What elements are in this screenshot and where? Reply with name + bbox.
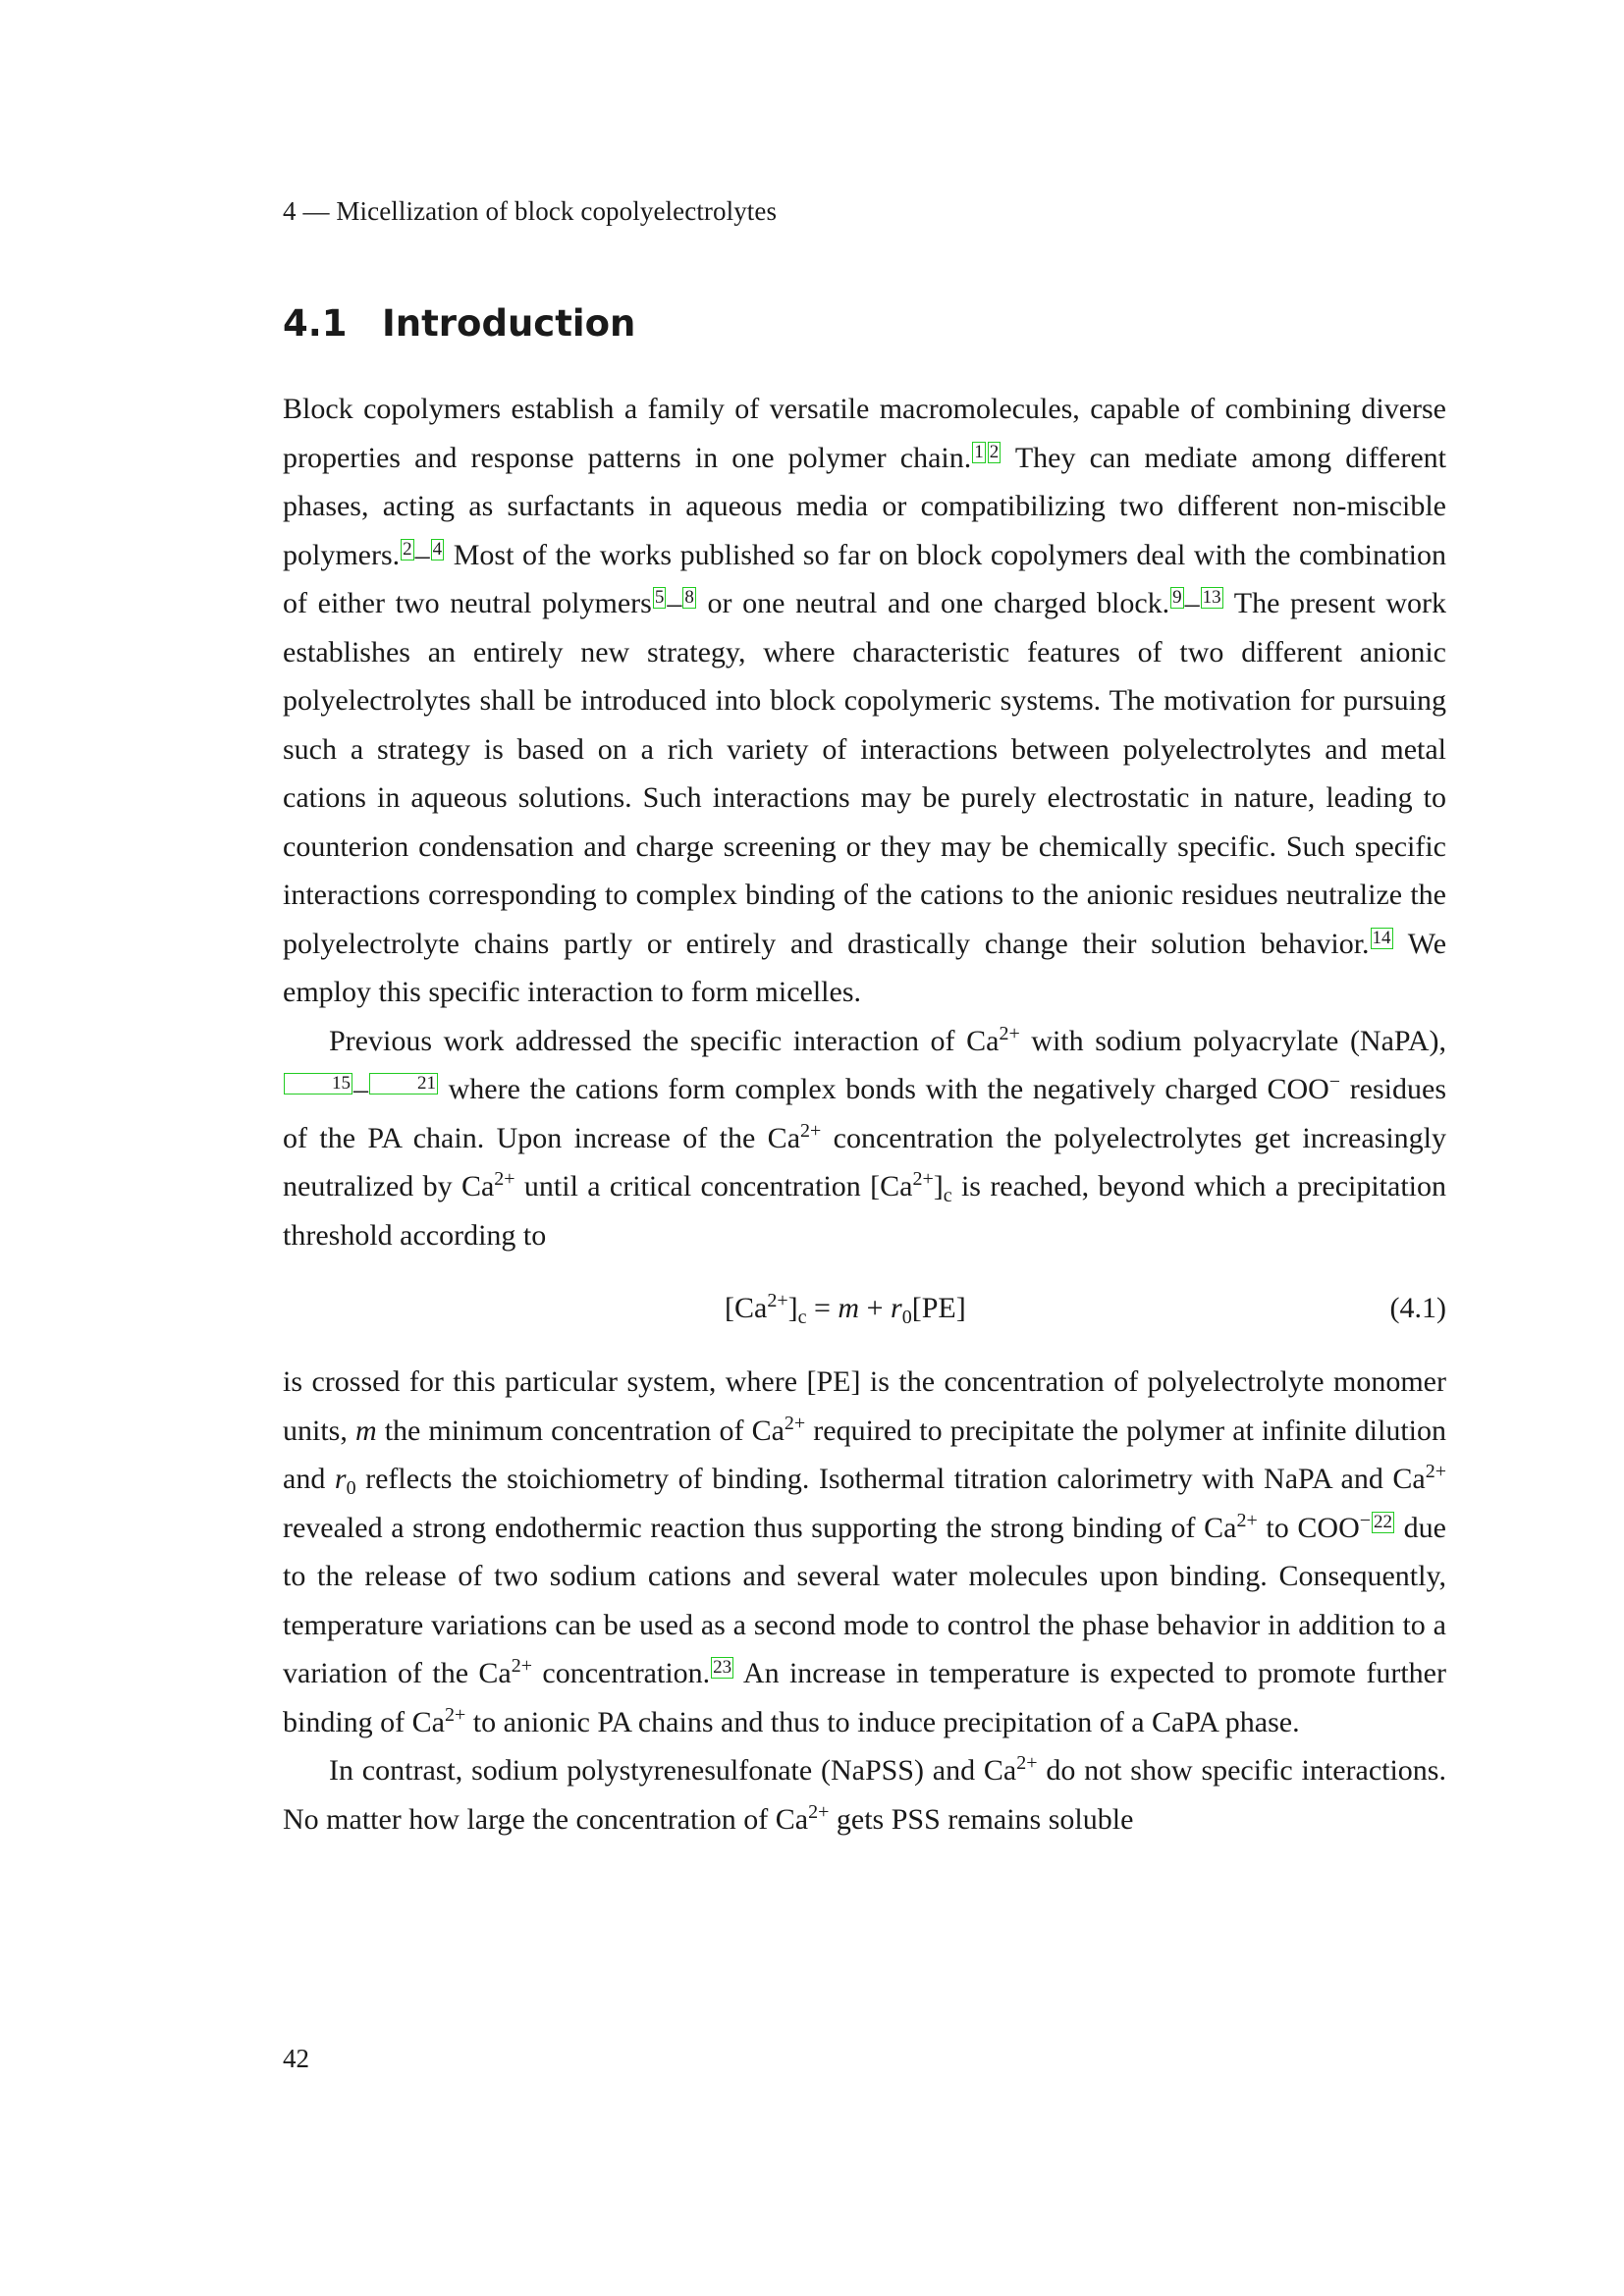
- superscript: 2+: [445, 1703, 466, 1726]
- superscript: 2+: [912, 1168, 934, 1190]
- section-title: Introduction: [382, 302, 636, 345]
- citation-group: [971, 442, 1001, 474]
- text-run: with sodium polyacrylate (NaPA),: [1019, 1024, 1447, 1057]
- text-run: is crossed for this particular system, where [PE] is the concentration of polyelectrolyte monomer units,: [283, 1365, 1446, 1447]
- text-run: the minimum concentration of Ca: [376, 1414, 785, 1447]
- text-run: In contrast, sodium polystyrenesulfonate (NaPSS) and Ca: [329, 1754, 1017, 1787]
- paragraph-1: [283, 385, 1446, 1017]
- citation-link[interactable]: 23: [713, 1657, 732, 1678]
- citation-link[interactable]: 1: [974, 441, 984, 462]
- superscript: 2+: [767, 1290, 788, 1311]
- eq-term: ]: [787, 1292, 798, 1324]
- citation-link[interactable]: 22: [1374, 1511, 1393, 1532]
- citation-link[interactable]: 21: [369, 1073, 438, 1095]
- text-run: concentration.: [532, 1657, 711, 1689]
- subscript: 0: [346, 1477, 356, 1499]
- text-run: They can mediate among different phases, acting as surfactants in aqueous media or compatibilizing two different non-miscible polymers.: [283, 441, 1446, 571]
- citation-link[interactable]: 8: [684, 587, 694, 608]
- math-variable: m: [354, 1414, 377, 1447]
- page-number: 42: [283, 2044, 309, 2073]
- text-run: residues of the PA chain. Upon increase of the Ca: [283, 1073, 1446, 1154]
- text-run: due to the release of two sodium cations and several water molecules upon binding. Consequently, temperature variations can be used as a second mode to control the phase behavior in addition to a variation of the Ca: [283, 1511, 1446, 1689]
- eq-term: [Ca: [725, 1292, 768, 1324]
- citation-link[interactable]: 2: [989, 441, 1000, 462]
- citation-group: 2 – 4: [403, 538, 443, 571]
- superscript: 2+: [808, 1800, 830, 1823]
- text-run: gets PSS remains soluble: [829, 1802, 1134, 1836]
- text-run: Most of the works published so far on block copolymers deal with the combination of either two neutral polymers: [283, 538, 1446, 619]
- text-run: to COO: [1257, 1511, 1360, 1544]
- subscript: 0: [901, 1307, 912, 1328]
- eq-term: [PE]: [911, 1292, 966, 1324]
- superscript: 2+: [1425, 1461, 1446, 1482]
- citation-group: 5 – 8: [654, 587, 694, 619]
- superscript: −: [1359, 1509, 1372, 1531]
- citation-group: 9 – 13: [1172, 587, 1221, 619]
- text-run: where the cations form complex bonds with the negatively charged COO: [439, 1073, 1329, 1105]
- citation-link[interactable]: 14: [1372, 927, 1391, 948]
- running-head: 4 — Micellization of block copolyelectrolytes: [283, 196, 778, 226]
- subscript: c: [943, 1185, 952, 1206]
- superscript: 2+: [511, 1655, 533, 1677]
- citation-link[interactable]: 15: [284, 1073, 352, 1095]
- eq-operator: =: [806, 1292, 839, 1324]
- section-number: 4.1: [283, 302, 348, 345]
- eq-variable: m: [838, 1292, 860, 1324]
- text-run: An increase in temperature is expected to promote further binding of Ca: [283, 1657, 1446, 1738]
- paragraph-4: [283, 1746, 1446, 1843]
- text-run: until a critical concentration [Ca: [514, 1170, 913, 1202]
- superscript: 2+: [999, 1022, 1020, 1044]
- text-run: The present work establishes an entirely new strategy, where characteristic features of two different anionic polyelectrolytes shall be introduced into block copolymeric systems. The motivation for pursuing such a strategy is based on a rich variety of interactions between polyelectrolytes and metal cations in aqueous solutions. Such interactions may be purely electrostatic in nature, leading to counterion condensation and charge screening or they may be chemically specific. Such specific interactions corresponding to complex binding of the cations to the anionic residues neutralize the polyelectrolyte chains partly or entirely and drastically change their solution behavior.: [283, 587, 1446, 960]
- superscript: −: [1328, 1071, 1341, 1093]
- subscript: c: [797, 1307, 807, 1328]
- citation-link[interactable]: 13: [1202, 587, 1221, 608]
- paragraph-3: [283, 1358, 1446, 1746]
- equation-4-1: [283, 1259, 1446, 1358]
- text-run: to anionic PA chains and thus to induce precipitation of a CaPA phase.: [465, 1705, 1300, 1738]
- citation-group: 15 – 21: [283, 1073, 439, 1105]
- citation-link[interactable]: 5: [654, 587, 665, 608]
- superscript: 2+: [1236, 1509, 1258, 1531]
- text-run: required to precipitate the polymer at infinite dilution and: [283, 1414, 1446, 1495]
- citation-link[interactable]: 2: [403, 538, 412, 560]
- eq-variable: r: [891, 1292, 902, 1324]
- equation-number: (4.1): [1389, 1292, 1446, 1324]
- superscript: 2+: [1016, 1752, 1038, 1774]
- text-run: or one neutral and one charged block.: [696, 587, 1170, 619]
- eq-operator: +: [859, 1292, 892, 1324]
- superscript: 2+: [800, 1119, 822, 1142]
- equation-body: [725, 1284, 966, 1333]
- text-run: reflects the stoichiometry of binding. Isothermal titration calorimetry with NaPA and Ca: [355, 1463, 1426, 1495]
- math-variable: r: [334, 1463, 347, 1495]
- superscript: 2+: [494, 1168, 515, 1190]
- body-text: [283, 385, 1446, 1843]
- text-run: Block copolymers establish a family of versatile macromolecules, capable of combining diverse properties and response patterns in one polymer chain.: [283, 393, 1446, 474]
- text-run: Previous work addressed the specific interaction of Ca: [329, 1024, 1000, 1057]
- text-run: We employ this specific interaction to form micelles.: [283, 927, 1447, 1008]
- text-run: do not show specific interactions. No matter how large the concentration of Ca: [283, 1754, 1446, 1836]
- citation-link[interactable]: 4: [432, 538, 443, 560]
- text-run: is reached, beyond which a precipitation threshold according to: [283, 1170, 1446, 1252]
- text-run: revealed a strong endothermic reaction thus supporting the strong binding of Ca: [283, 1511, 1237, 1544]
- section-heading: [283, 302, 635, 345]
- text-run: ]: [933, 1170, 944, 1202]
- paragraph-2: [283, 1017, 1446, 1260]
- superscript: 2+: [784, 1412, 806, 1434]
- citation-link[interactable]: 9: [1172, 587, 1182, 608]
- text-run: concentration the polyelectrolytes get increasingly neutralized by Ca: [283, 1121, 1446, 1202]
